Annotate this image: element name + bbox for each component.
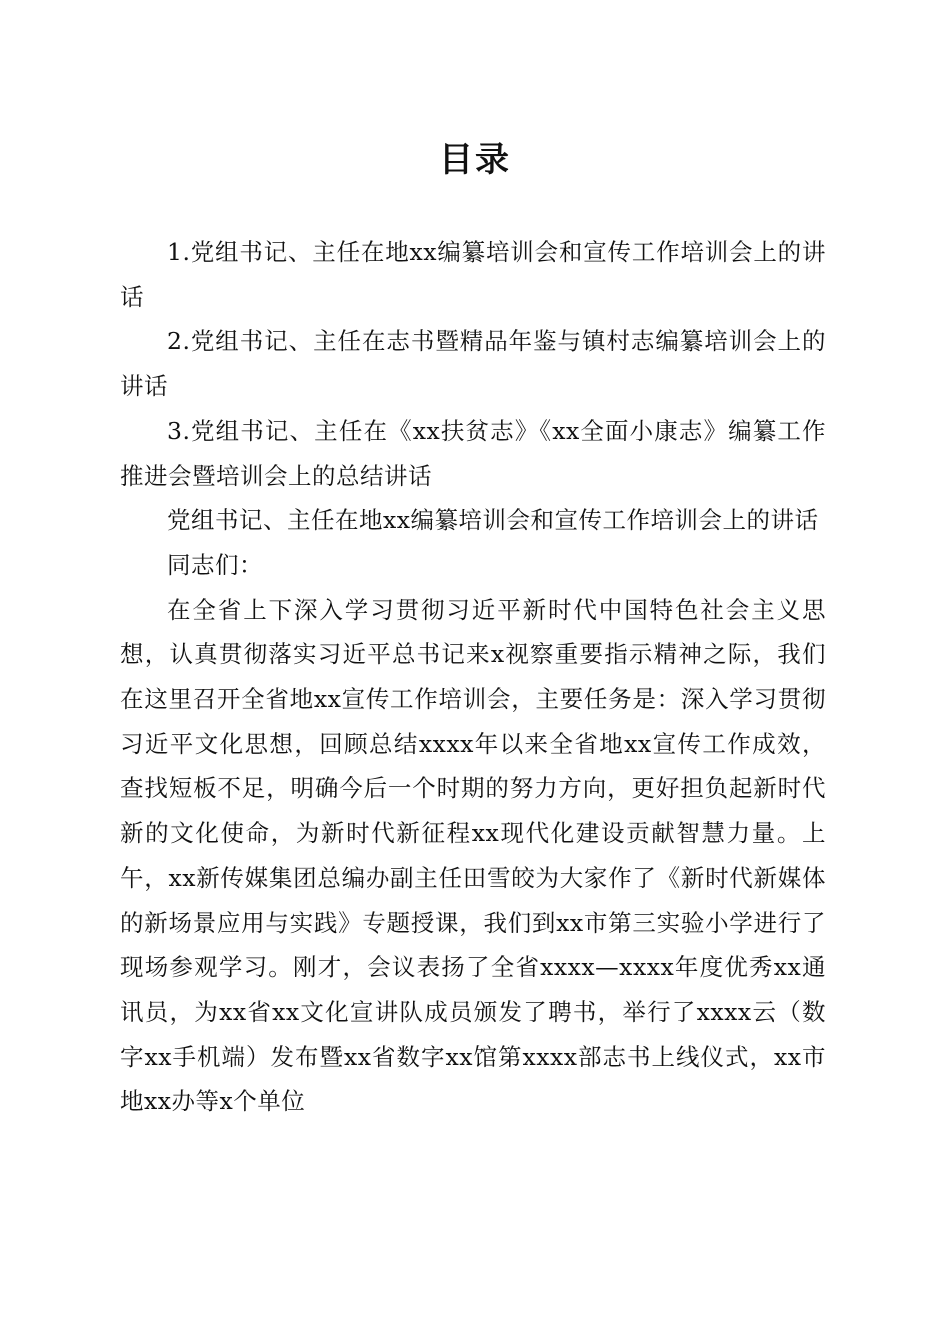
salutation: 同志们： (167, 550, 263, 579)
toc-item-2: 2.党组书记、主任在志书暨精品年鉴与镇村志编纂培训会上的讲话 (120, 327, 826, 401)
toc-item-1: 1.党组书记、主任在地xx编纂培训会和宣传工作培训会上的讲话 (120, 238, 826, 311)
document-body (120, 230, 826, 1124)
body-paragraph: 在全省上下深入学习贯彻习近平新时代中国特色社会主义思想，认真贯彻落实习近平总书记来x视察重要指示精神之际，我们在这里召开全省地xx宣传工作培训会，主要任务是：深入学习贯彻习近平文化思想，回顾总结xxxx年以来全省地xx宣传工作成效，查找短板不足，明确今后一个时期的努力方向，更好担负起新时代新的文化使命，为新时代新征程xx现代化建设贡献智慧力量。上午，xx新传媒集团总编办副主任田雪皎为大家作了《新时代新媒体的新场景应用与实践》专题授课，我们到xx市第三实验小学进行了现场参观学习。刚才，会议表扬了全省xxxx—xxxx年度优秀xx通讯员，为xx省xx文化宣讲队成员颁发了聘书，举行了xxxx云（数字xx手机端）发布暨xx省数字xx馆第xxxx部志书上线仪式，xx市地xx办等x个单位 (120, 595, 826, 1116)
speech-title: 党组书记、主任在地xx编纂培训会和宣传工作培训会上的讲话 (167, 506, 819, 535)
document-title: 目录 (439, 140, 511, 180)
toc-item-3: 3.党组书记、主任在《xx扶贫志》《xx全面小康志》编纂工作推进会暨培训会上的总结讲话 (120, 416, 826, 490)
